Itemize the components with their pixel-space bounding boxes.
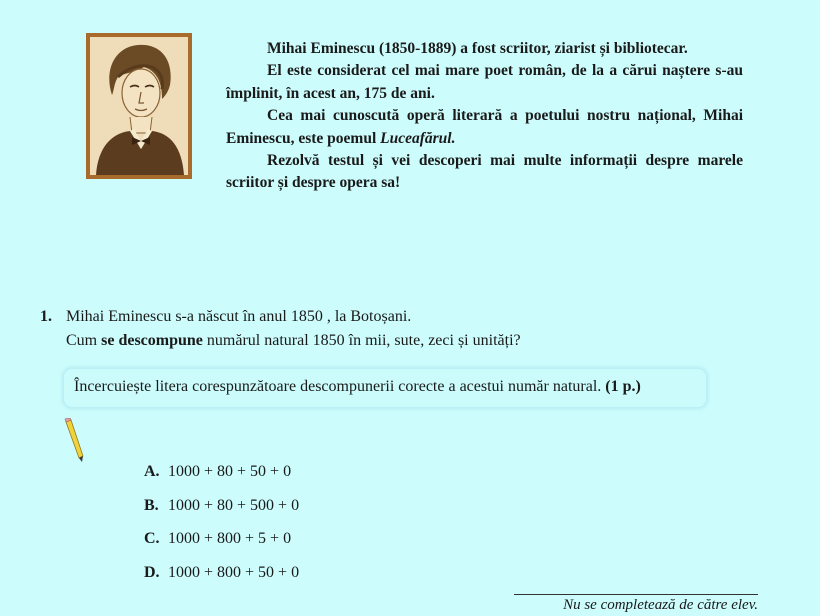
intro-paragraph-3 <box>226 105 743 150</box>
intro-paragraph-2: El este considerat cel mai mare poet român, de la a cărui naștere s-au împlinit, în acest an, 175 de ani. <box>226 62 743 102</box>
intro-paragraph-4: Rezolvă testul și vei descoperi mai multe informații despre marele scriitor și despre opera sa! <box>226 152 743 192</box>
question-text-start: Cum <box>66 332 102 349</box>
question-line-1 <box>40 305 521 329</box>
portrait-drawing <box>90 37 188 175</box>
option-d[interactable] <box>144 561 299 595</box>
instruction-text: Încercuiește litera corespunzătoare descompunerii corecte a acestui număr natural. <box>74 378 602 395</box>
answer-options <box>144 460 299 594</box>
option-a[interactable] <box>144 460 299 494</box>
option-expression: 1000 + 800 + 50 + 0 <box>168 563 300 581</box>
grader-note: Nu se completează de către elev. <box>514 594 758 615</box>
eminescu-portrait <box>86 33 192 179</box>
option-letter: C. <box>144 530 160 547</box>
intro-paragraph-1: Mihai Eminescu (1850-1889) a fost scriitor, ziarist și bibliotecar. <box>267 40 688 57</box>
question-text-end: numărul natural 1850 în mii, sute, zeci și unități? <box>202 332 521 349</box>
option-expression: 1000 + 800 + 5 + 0 <box>168 530 292 547</box>
option-letter: B. <box>144 496 159 514</box>
instruction-box <box>64 369 706 407</box>
pencil-icon <box>62 418 86 464</box>
question-number: 1. <box>40 308 52 325</box>
question-line-2 <box>40 329 521 353</box>
option-c[interactable] <box>144 527 299 561</box>
question-statement: Mihai Eminescu s-a născut în anul 1850 , la Botoșani. <box>66 308 412 325</box>
question-1 <box>40 305 521 353</box>
option-expression: 1000 + 80 + 500 + 0 <box>168 496 300 514</box>
points-label: (1 p.) <box>605 378 641 395</box>
intro-paragraph-3-text: Cea mai cunoscută operă literară a poetului nostru național, Mihai Eminescu, este poemul <box>226 107 743 147</box>
poem-title: Luceafărul. <box>380 129 456 147</box>
option-letter: A. <box>144 463 160 480</box>
option-letter: D. <box>144 563 160 581</box>
intro-text <box>226 38 743 195</box>
option-expression: 1000 + 80 + 50 + 0 <box>168 463 292 480</box>
question-keyword: se descompune <box>101 332 203 349</box>
option-b[interactable] <box>144 494 299 528</box>
